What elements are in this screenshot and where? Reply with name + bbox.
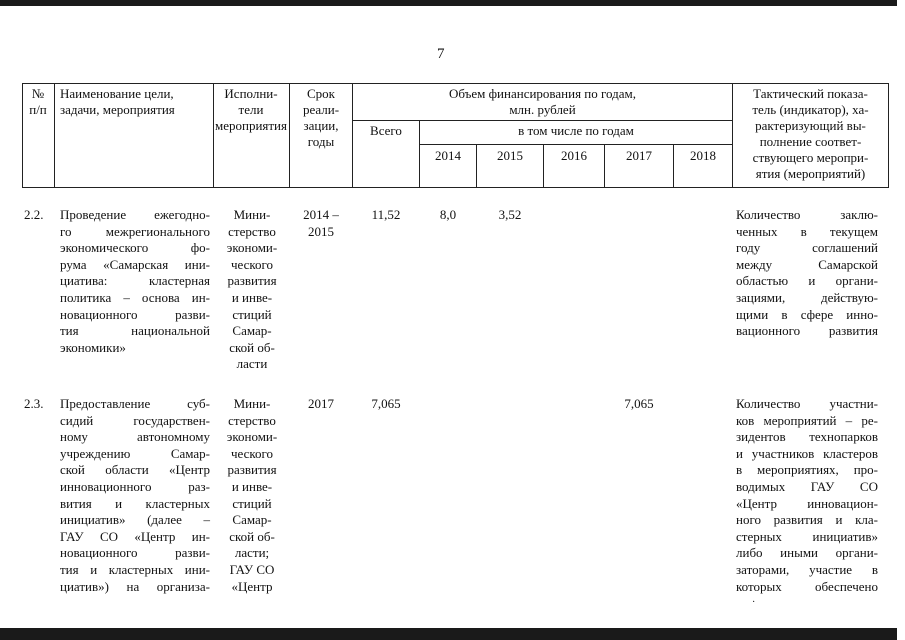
header-funding-group: Объем финансирования по годам, млн. рублей xyxy=(448,86,637,117)
row-num: 2.2. xyxy=(24,207,44,222)
row-indicator: Количество заклю- ченных в текущем году соглашений между Самарской областью и органи- зациями, действую- щими в сфере инно- вационного развития xyxy=(736,207,878,339)
row-term: 2014 – 2015 xyxy=(303,207,339,239)
row-value-2014: 8,0 xyxy=(439,207,457,222)
header-indicator: Тактический показа- тель (индикатор), ха- рактеризующий вы- полнение соответ- ствующего меропри- ятия (мероприятий) xyxy=(752,86,869,181)
row-value-2015: 3,52 xyxy=(498,207,522,222)
header-top-rule xyxy=(22,83,889,84)
row-num: 2.3. xyxy=(24,396,44,411)
col-border xyxy=(732,83,733,188)
header-year-2018: 2018 xyxy=(690,148,716,163)
header-year-2017: 2017 xyxy=(626,148,652,163)
row-executor: Мини- стерство экономи- ческого развития и инве- стиций Самар- ской об- ласти xyxy=(226,207,278,372)
page-number: 7 xyxy=(437,46,445,62)
scan-speck: · xyxy=(752,597,756,608)
row-name: Предоставление суб- сидий государствен- ному автономному учреждению Самар- ской области «Центр инновационного раз- вития и кластерных инициатив» (далее – ГАУ СО «Центр ин- новационного разви- тия и кластерных ини- циатив») на организа- xyxy=(60,396,210,594)
col-border xyxy=(22,83,23,188)
years-rule xyxy=(419,144,732,145)
scan-border-top xyxy=(0,0,905,6)
col-border xyxy=(54,83,55,188)
header-by-years: в том числе по годам xyxy=(518,123,634,138)
row-executor: Мини- стерство экономи- ческого развития и инве- стиций Самар- ской об- ласти; ГАУ СО «Центр xyxy=(226,396,278,594)
header-year-2014: 2014 xyxy=(435,148,461,163)
header-name: Наименование цели, задачи, мероприятия xyxy=(60,86,175,117)
header-executors: Исполни- тели мероприятия xyxy=(214,86,287,133)
scan-border-bottom xyxy=(0,628,905,640)
header-total: Всего xyxy=(370,123,402,138)
row-name: Проведение ежегодно- го межрегионального экономического фо- рума «Самарская ини- циатива: кластерная политика – основа ин- новационного разви- тия национальной экономики» xyxy=(60,207,210,355)
funding-group-rule xyxy=(352,120,732,121)
col-border xyxy=(888,83,889,188)
row-total: 11,52 xyxy=(371,207,401,222)
header-bottom-rule xyxy=(22,187,889,188)
row-value-2017: 7,065 xyxy=(624,396,654,411)
row-term: 2017 xyxy=(308,396,334,411)
row-total: 7,065 xyxy=(371,396,401,411)
header-year-2015: 2015 xyxy=(497,148,523,163)
row-indicator: Количество участни- ков мероприятий – ре- зидентов технопарков и участников кластеров в мероприятиях, про- водимых ГАУ СО «Центр инновацион- ного развития и кла- стерных инициатив» либо иными органи- заторами, участие в которых обеспечено xyxy=(736,396,878,594)
header-term: Срок реали- зации, годы xyxy=(302,86,340,149)
header-year-2016: 2016 xyxy=(561,148,587,163)
scan-edge-right xyxy=(897,0,905,640)
header-num: № п/п xyxy=(29,86,47,117)
